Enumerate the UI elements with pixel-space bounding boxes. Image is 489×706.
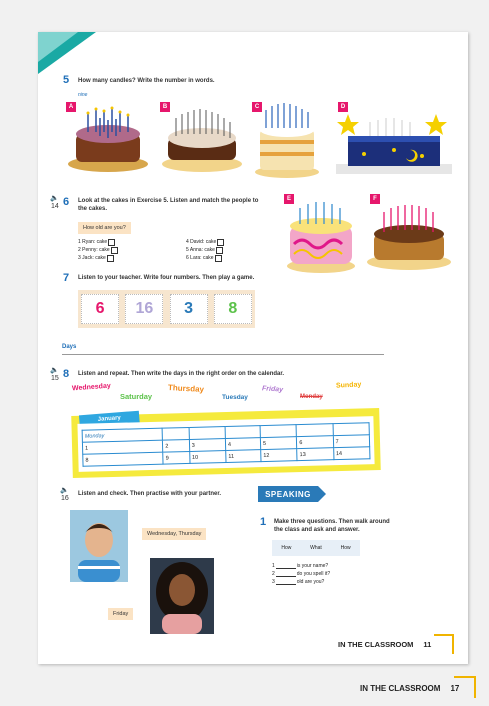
footer-title: IN THE CLASSROOM xyxy=(338,640,414,649)
answer-box[interactable] xyxy=(215,255,222,262)
page-number: 17 xyxy=(450,684,460,693)
footer-accent xyxy=(434,634,454,636)
exercise-8-number: 8 xyxy=(63,368,70,380)
exercise-7-instruction: Listen to your teacher. Write four numbers. Then play a game. xyxy=(78,275,255,281)
calendar-day-blank[interactable] xyxy=(260,425,297,438)
exercise-8-instruction: Listen and repeat. Then write the days in the right order on the calendar. xyxy=(78,371,285,377)
cake-letter-d: D xyxy=(338,102,348,112)
calendar-date: 11 xyxy=(226,450,261,463)
audio-track-ex9: 16 xyxy=(61,495,69,502)
audio-icon-ex8[interactable]: 🔈 xyxy=(50,367,59,374)
cake-letter-f: F xyxy=(370,194,380,204)
cake-letter-c: C xyxy=(252,102,262,112)
calendar-date: 14 xyxy=(333,447,370,460)
footer-accent xyxy=(452,634,454,654)
exercise-9-instruction: Listen and check. Then practise with your partner. xyxy=(78,491,222,497)
number-card: 8 xyxy=(214,294,252,324)
speech-bubble-days: Wednesday, Thursday xyxy=(142,528,206,540)
calendar-day-blank[interactable] xyxy=(333,423,370,436)
page-footer-outer xyxy=(360,684,459,693)
exercise-6-number: 6 xyxy=(63,196,70,208)
calendar-day-blank[interactable] xyxy=(296,424,333,437)
number-card: 6 xyxy=(81,294,119,324)
exercise-5-number: 5 xyxy=(63,74,70,86)
speech-bubble-how-old: How old are you? xyxy=(78,222,131,234)
speaking-banner: SPEAKING xyxy=(258,486,318,502)
calendar-date: 3 xyxy=(189,439,226,452)
answer-box[interactable] xyxy=(217,239,224,246)
audio-icon-ex6[interactable]: 🔈 xyxy=(50,195,59,202)
exercise-7-number: 7 xyxy=(63,272,70,284)
calendar-grid xyxy=(82,422,371,467)
question-word-box xyxy=(272,540,360,556)
cake-e-image xyxy=(284,196,359,274)
page-footer-inner xyxy=(338,640,431,649)
section-divider xyxy=(62,354,384,355)
answer-blank[interactable] xyxy=(276,563,296,569)
answer-blank[interactable] xyxy=(276,571,296,577)
number-card: 16 xyxy=(125,294,163,324)
answer-box[interactable] xyxy=(108,239,115,246)
calendar-date: 6 xyxy=(297,436,334,449)
corner-decoration-light xyxy=(38,32,78,62)
day-word: Tuesday xyxy=(222,394,248,401)
calendar-day-blank[interactable] xyxy=(162,427,189,440)
cake-letter-a: A xyxy=(66,102,76,112)
footer-title: IN THE CLASSROOM xyxy=(360,684,441,693)
calendar-day-header: Monday xyxy=(82,428,163,442)
cake-b-image xyxy=(160,104,245,174)
calendar-date: 13 xyxy=(297,448,334,461)
workbook-page xyxy=(38,32,468,664)
number-card: 3 xyxy=(170,294,208,324)
section-heading-days: Days xyxy=(62,344,77,350)
calendar-date: 7 xyxy=(333,435,370,448)
calendar-date: 8 xyxy=(83,452,164,466)
cake-letter-b: B xyxy=(160,102,170,112)
day-word: Friday xyxy=(261,385,284,394)
calendar-day-blank[interactable] xyxy=(189,427,226,440)
cake-d-image xyxy=(334,106,454,178)
speech-bubble-friday: Friday xyxy=(108,608,133,620)
cake-a-image xyxy=(66,104,151,174)
photo-boy xyxy=(70,510,128,582)
photo-girl xyxy=(150,558,214,634)
exercise-5-instruction: How many candles? Write the number in words. xyxy=(78,78,215,84)
question-word: How xyxy=(281,545,292,551)
footer-accent xyxy=(474,676,476,698)
calendar-date: 12 xyxy=(261,449,298,462)
speaking-1-number: 1 xyxy=(260,516,267,528)
calendar-date: 1 xyxy=(82,440,163,454)
answer-blank[interactable] xyxy=(276,579,296,585)
match-list-left: 1 Ryan: cake 2 Penny: cake 3 Jack: cake xyxy=(78,238,118,262)
question-word: What xyxy=(310,545,322,551)
calendar xyxy=(71,408,381,478)
calendar-date: 9 xyxy=(163,451,190,464)
calendar-date: 2 xyxy=(163,439,190,452)
number-cards xyxy=(78,290,255,328)
calendar-date: 5 xyxy=(260,437,297,450)
day-word: Saturday xyxy=(120,392,153,401)
speaking-1-instruction: Make three questions. Then walk around the class and ask and answer. xyxy=(274,519,390,533)
calendar-date: 10 xyxy=(189,451,226,464)
calendar-day-blank[interactable] xyxy=(225,426,260,439)
day-word-crossed: Monday xyxy=(300,394,323,400)
calendar-date: 4 xyxy=(225,438,260,451)
day-word: Wednesday xyxy=(71,382,111,393)
footer-accent xyxy=(454,676,476,678)
audio-icon-ex9[interactable]: 🔈 xyxy=(60,487,69,494)
cake-letter-e: E xyxy=(284,194,294,204)
exercise-6-instruction: Look at the cakes in Exercise 5. Listen and match the people to the cakes. xyxy=(78,198,259,212)
question-word: How xyxy=(340,545,351,551)
answer-box[interactable] xyxy=(216,247,223,254)
match-list-right: 4 David: cake 5 Anna: cake 6 Lara: cake xyxy=(186,238,224,262)
calendar-month-tab: January xyxy=(79,411,140,428)
audio-track-ex8: 15 xyxy=(51,375,59,382)
answer-box[interactable] xyxy=(107,255,114,262)
day-word: Sunday xyxy=(335,381,362,390)
cake-c-image xyxy=(252,100,322,180)
answer-box[interactable] xyxy=(111,247,118,254)
audio-track-ex6: 14 xyxy=(51,203,59,210)
day-word: Thursday xyxy=(167,383,205,394)
exercise-5-example: nine xyxy=(78,92,88,98)
cake-f-image xyxy=(364,200,454,272)
page-number: 11 xyxy=(423,640,432,649)
question-list: 1 is your name? 2 do you spell it? 3 old are you? xyxy=(272,563,331,585)
